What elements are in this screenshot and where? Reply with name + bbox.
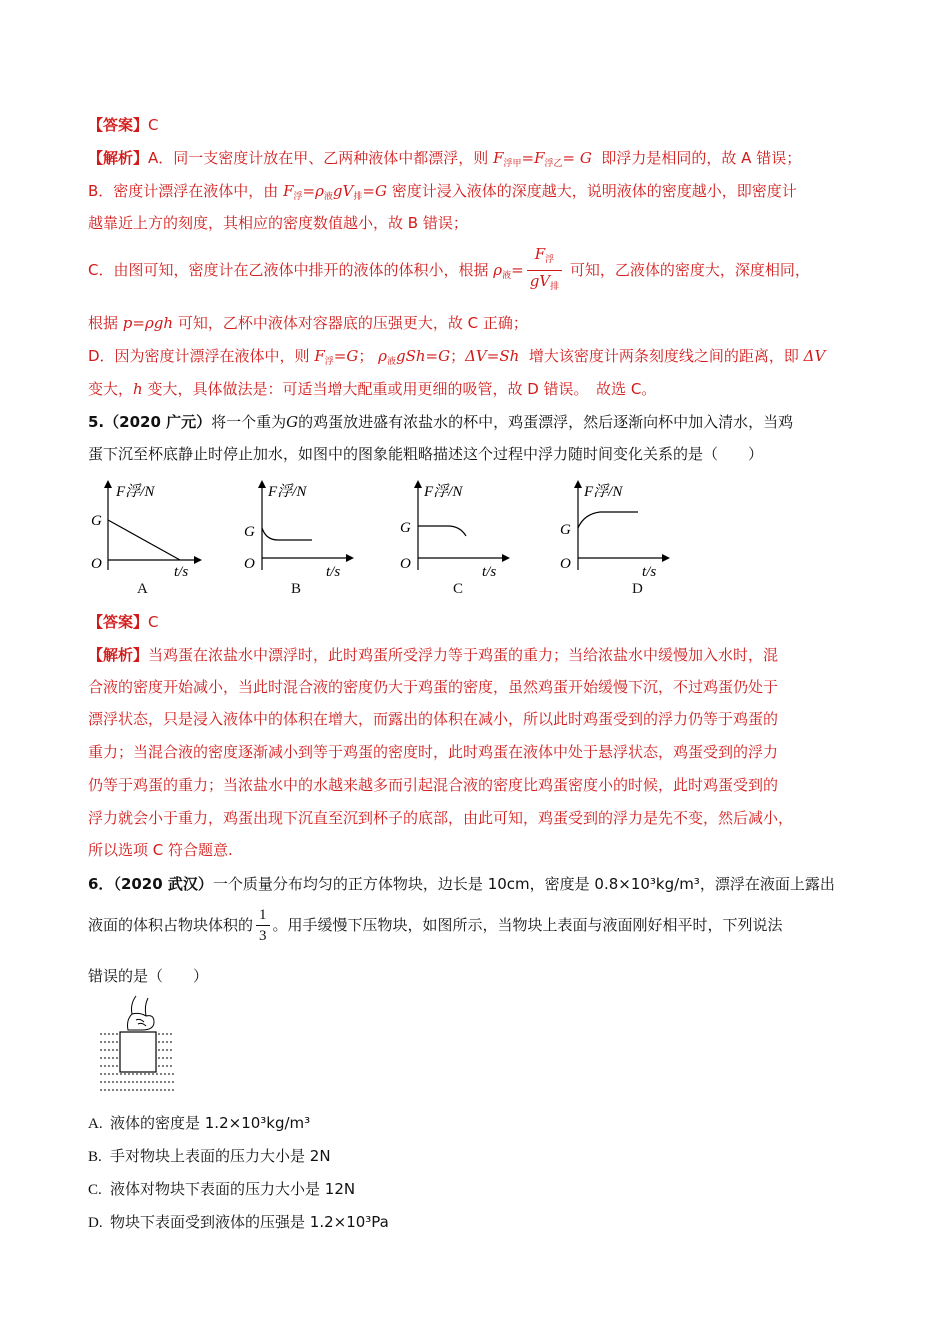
- q6-stem-line-1: [88, 874, 835, 894]
- question-number: 5.: [88, 413, 105, 431]
- text: 可知，乙杯中液体对容器底的压强更大，故 C 正确；: [177, 314, 528, 332]
- formula: h: [133, 380, 143, 398]
- text: 仍等于鸡蛋的重力；当浓盐水中的水越来越多而引起混合液的密度比鸡蛋密度小的时候，此时鸡蛋受到的: [88, 776, 779, 794]
- formula: p=ρgh: [122, 314, 174, 332]
- formula: ΔV: [803, 347, 826, 365]
- q5-stem-line-2: [88, 444, 763, 464]
- q4-analysis-line-3: [88, 213, 468, 233]
- text: 可知，乙液体的密度大，深度相同，: [569, 261, 810, 279]
- text: 错误的是（ ）: [88, 967, 209, 985]
- text: 的鸡蛋放进盛有浓盐水的杯中，鸡蛋漂浮，然后逐渐向杯中加入清水，当鸡: [298, 413, 794, 431]
- svg-text:t/s: t/s: [482, 564, 497, 578]
- text: A．同一支密度计放在甲、乙两种液体中都漂浮，则: [148, 149, 489, 167]
- one-third-fraction: $\frac{1}{3}$: [256, 905, 270, 946]
- text: 合液的密度开始减小，当此时混合液的密度仍大于鸡蛋的密度，虽然鸡蛋开始缓慢下沉，不过鸡蛋仍处于: [88, 678, 779, 696]
- svg-text:G: G: [560, 522, 571, 538]
- q5-analysis-line-3: [88, 709, 778, 729]
- question-source: （2020 武汉）: [113, 875, 213, 893]
- svg-text:O: O: [244, 556, 255, 572]
- formula: $\rho_液gSh=G$: [378, 347, 451, 367]
- graph-d: [556, 478, 676, 578]
- text: D．因为密度计漂浮在液体中，则: [88, 347, 310, 365]
- formula: ΔV=Sh: [465, 347, 520, 365]
- text: 密度计浸入液体的深度越大，说明液体的密度越小，即密度计: [391, 182, 797, 200]
- option-a: A. 液体的密度是 1.2×10³kg/m³: [88, 1114, 311, 1132]
- graph-b: [240, 478, 360, 578]
- graph-label-a: A: [137, 581, 148, 597]
- text: 所以选项 C 符合题意.: [88, 841, 233, 859]
- text: 变大，具体做法是：可适当增大配重或用更细的吸管，故 D 错误。 故选 C。: [147, 380, 657, 398]
- svg-text:O: O: [91, 556, 102, 572]
- text: 越靠近上方的刻度，其相应的密度数值越小，故 B 错误；: [88, 214, 468, 232]
- q6-stem-line-3: [88, 966, 208, 986]
- q5-analysis-line-4: [88, 742, 778, 762]
- question-source: （2020 广元）: [104, 413, 212, 431]
- graph-label-b: B: [291, 581, 302, 597]
- svg-text:F浮/N: F浮/N: [116, 484, 155, 500]
- text: 将一个重为: [211, 413, 287, 431]
- svg-text:t/s: t/s: [174, 564, 189, 578]
- q4-analysis-line-2: [88, 181, 797, 207]
- text: 当鸡蛋在浓盐水中漂浮时，此时鸡蛋所受浮力等于鸡蛋的重力；当给浓盐水中缓慢加入水时，混: [148, 646, 779, 664]
- density-fraction: $\frac{F_浮}{gV_排}$: [527, 244, 562, 297]
- q5-analysis-line-2: [88, 677, 778, 697]
- svg-text:G: G: [400, 520, 411, 536]
- option-c: C. 液体对物块下表面的压力大小是 12N: [88, 1180, 356, 1198]
- option-d: D. 物块下表面受到液体的压强是 1.2×10³Pa: [88, 1213, 389, 1231]
- q4-answer-line: [88, 115, 159, 135]
- svg-text:G: G: [244, 524, 255, 540]
- formula: $F_浮=\rho_液gV_排=G$: [283, 182, 387, 202]
- svg-text:t/s: t/s: [642, 564, 657, 578]
- svg-text:F浮/N: F浮/N: [584, 484, 623, 500]
- hand-block-figure: [96, 994, 176, 1098]
- text: 根据: [88, 314, 119, 332]
- q4-analysis-line-1: [88, 148, 801, 174]
- text: 漂浮状态，只是浸入液体中的体积在增大，而露出的体积在减小，所以此时鸡蛋受到的浮力仍等于鸡蛋的: [88, 710, 779, 728]
- analysis-tag: 【解析】: [88, 149, 149, 167]
- formula: $\rho_液=$: [493, 261, 524, 281]
- text: 液面的体积占物块体积的: [88, 916, 254, 934]
- q4-analysis-line-5: [88, 313, 528, 333]
- text: B．密度计漂浮在液体中，由: [88, 182, 279, 200]
- text: 蛋下沉至杯底静止时停止加水，如图中的图象能粗略描述这个过程中浮力随时间变化关系的是（ ）: [88, 445, 764, 463]
- q5-stem-line-1: [88, 412, 793, 432]
- text: C．由图可知，密度计在乙液体中排开的液体的体积小，根据: [88, 261, 489, 279]
- text: 浮力就会小于重力，鸡蛋出现下沉直至沉到杯子的底部，由此可知，鸡蛋受到的浮力是先不变，然后减小，: [88, 809, 794, 827]
- q5-analysis-line-6: [88, 808, 793, 828]
- q5-answer-line: [88, 612, 159, 632]
- formula: $F_浮=G$: [314, 347, 359, 367]
- svg-text:O: O: [400, 556, 411, 572]
- text: 重力；当混合液的密度逐渐减小到等于鸡蛋的密度时，此时鸡蛋在液体中处于悬浮状态，鸡蛋受到的浮力: [88, 743, 779, 761]
- q4-analysis-line-6: D．因为密度计漂浮在液体中，则 $F_浮=G$； $\rho_液gSh=G$；ΔV=Sh 增大该密度计两条刻度线之间的距离，即 ΔV: [88, 347, 826, 367]
- text: 一个质量分布均匀的正方体物块，边长是 10cm，密度是 0.8×10³kg/m³，漂浮在液面上露出: [212, 875, 835, 893]
- graph-c: [396, 478, 516, 578]
- text: 增大该密度计两条刻度线之间的距离，即: [528, 347, 799, 365]
- formula: G: [286, 413, 299, 431]
- graph-label-d: D: [632, 581, 643, 597]
- q5-analysis-line-1: [88, 645, 778, 665]
- q4-analysis-line-7: [88, 379, 656, 399]
- option-b: B. 手对物块上表面的压力大小是 2N: [88, 1147, 331, 1165]
- graph-a: [88, 478, 208, 578]
- svg-text:F浮/N: F浮/N: [424, 484, 463, 500]
- answer-value: C: [148, 116, 159, 134]
- formula: $F_{浮甲}=F_{浮乙}= G$: [493, 149, 592, 169]
- text: 。用手缓慢下压物块，如图所示，当物块上表面与液面刚好相平时，下列说法: [272, 916, 783, 934]
- answer-tag: 【答案】: [88, 116, 149, 134]
- analysis-tag: 【解析】: [88, 646, 149, 664]
- svg-text:O: O: [560, 556, 571, 572]
- q4-analysis-line-4: [88, 244, 810, 297]
- question-number: 6．: [88, 875, 114, 893]
- text: 即浮力是相同的，故 A 错误；: [601, 149, 802, 167]
- q5-analysis-line-7: [88, 840, 233, 860]
- q6-stem-line-2: [88, 905, 783, 946]
- q5-analysis-line-5: [88, 775, 778, 795]
- answer-value: C: [148, 613, 159, 631]
- hand-icon: [128, 996, 155, 1030]
- svg-text:t/s: t/s: [326, 564, 341, 578]
- svg-text:G: G: [91, 513, 102, 529]
- graph-label-c: C: [453, 581, 464, 597]
- text: 变大，: [88, 380, 134, 398]
- answer-tag: 【答案】: [88, 613, 149, 631]
- block: [120, 1032, 156, 1072]
- svg-text:F浮/N: F浮/N: [268, 484, 307, 500]
